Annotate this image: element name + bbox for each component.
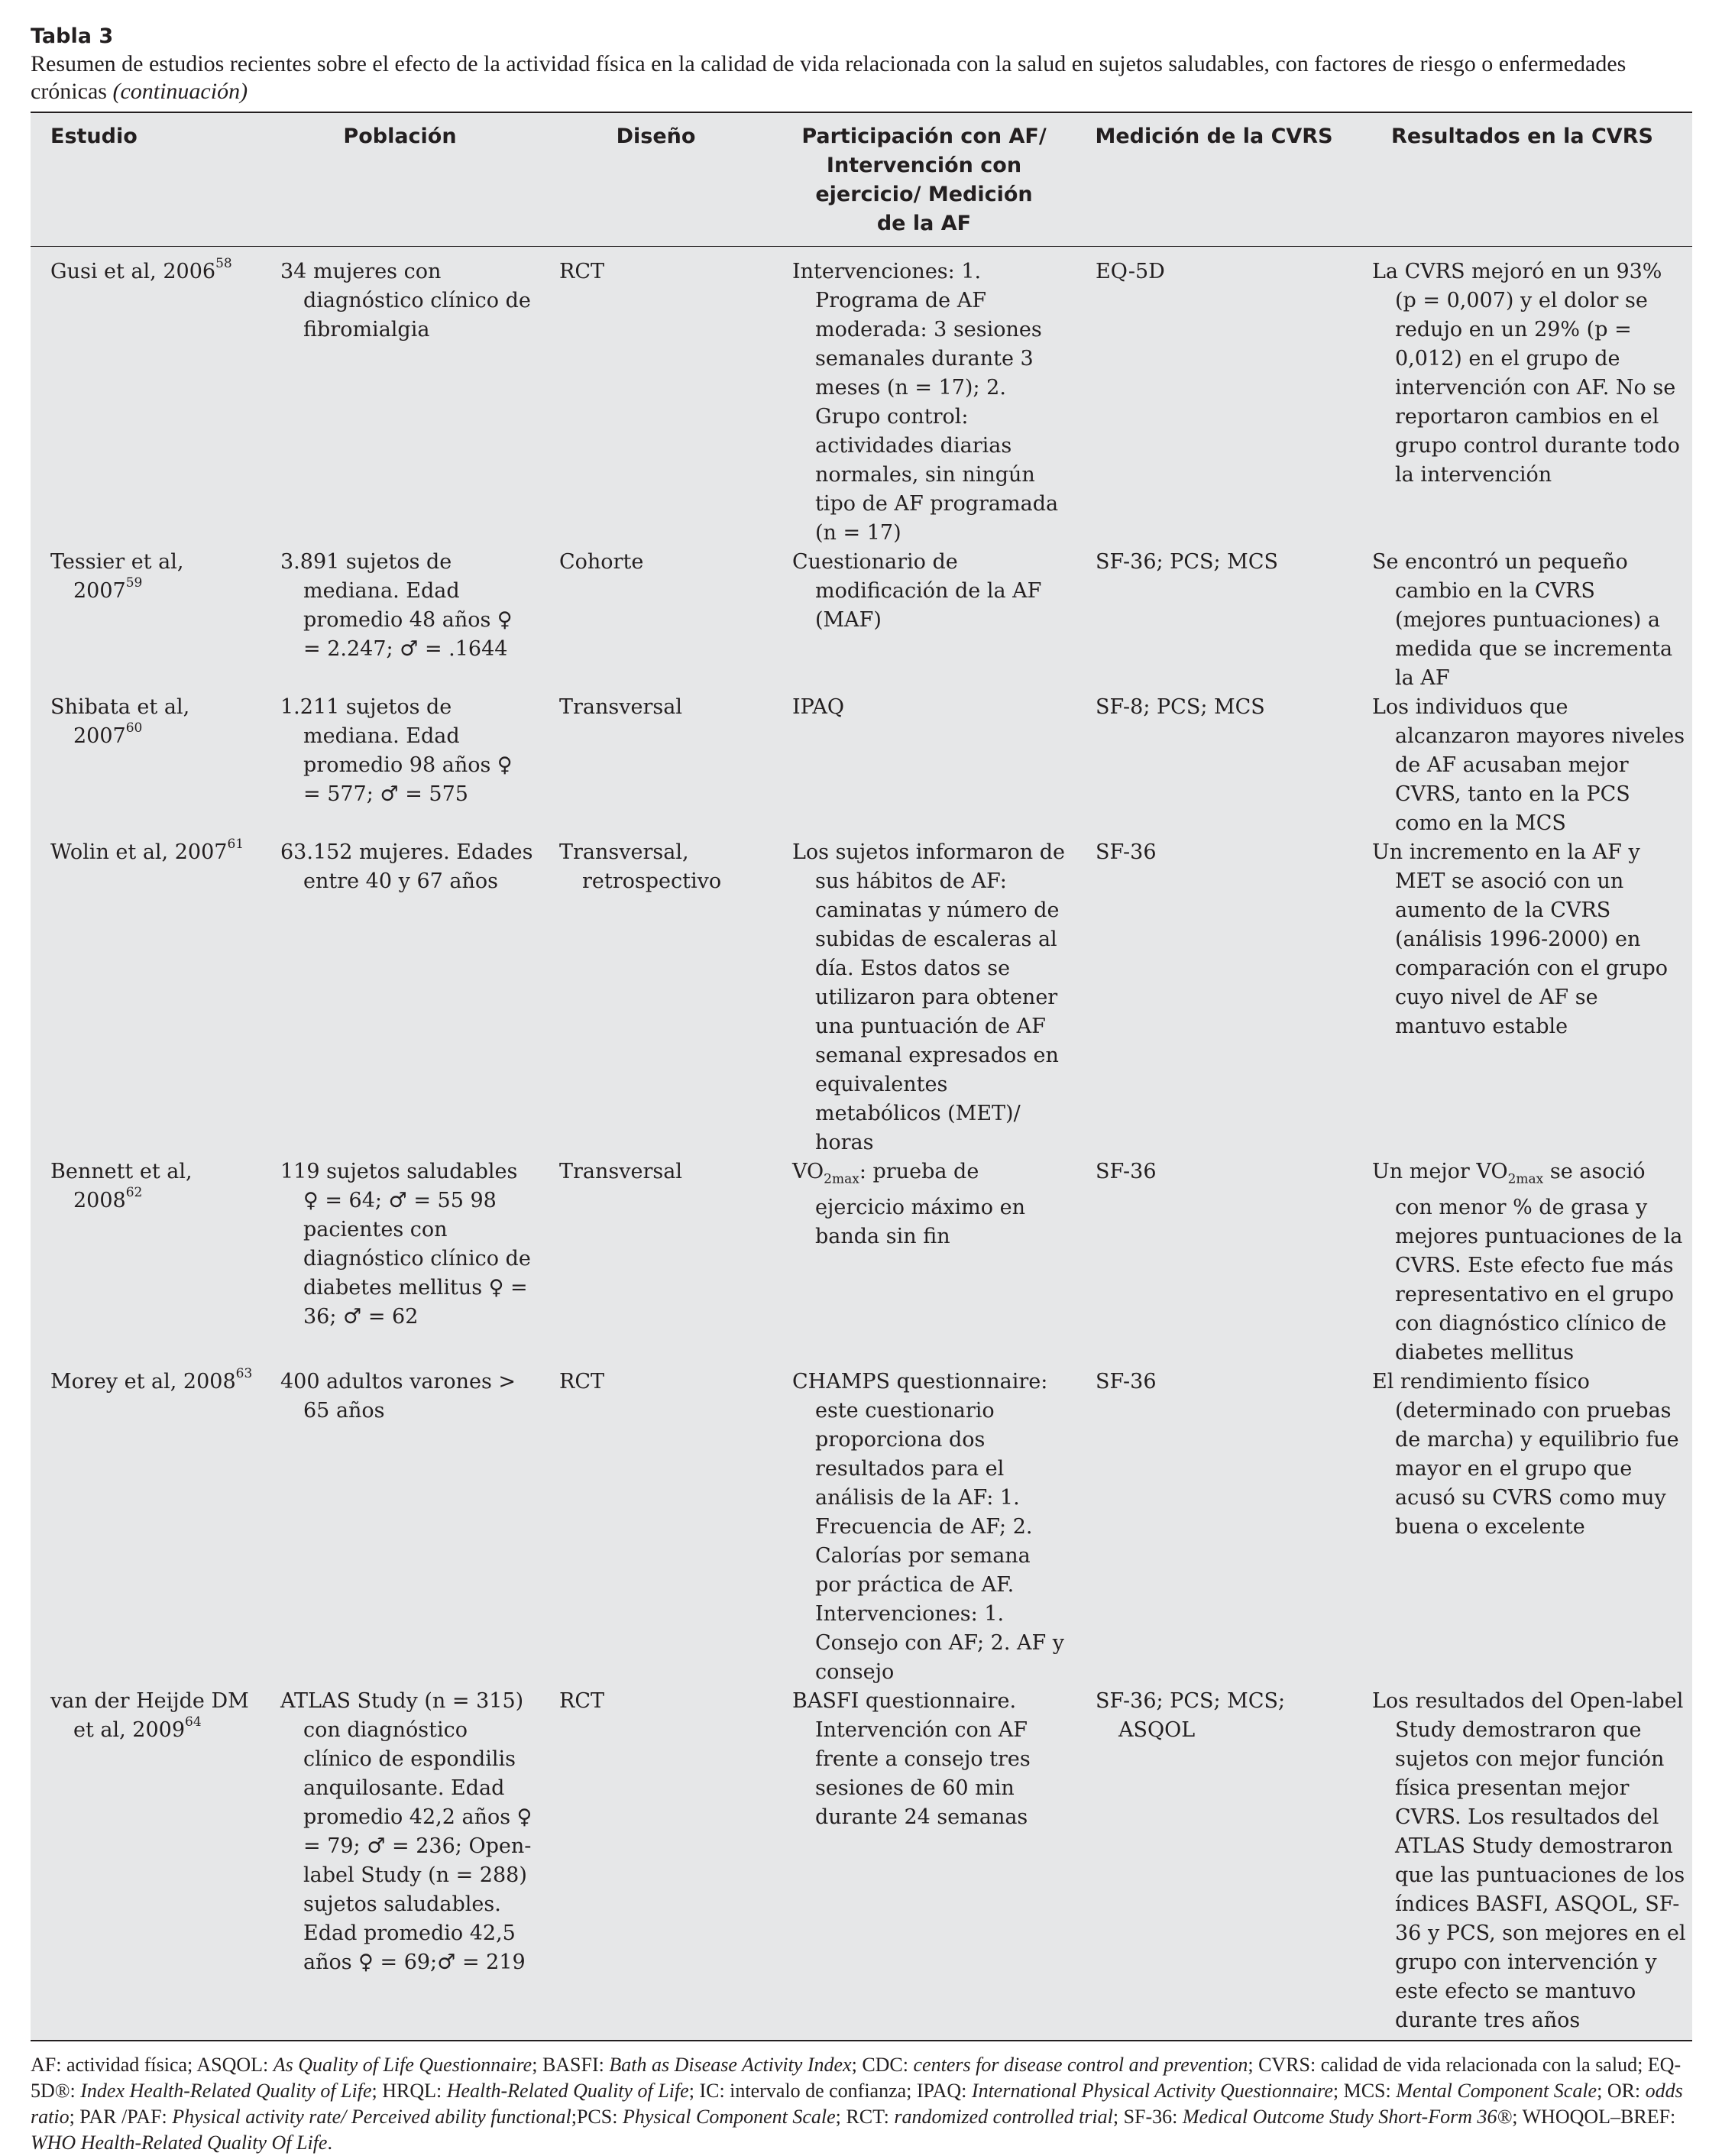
table-row: [31, 247, 1692, 549]
table-caption: [31, 50, 1692, 105]
design-cell: Transversal, retrospectivo: [559, 840, 722, 893]
table-row: [31, 1368, 1692, 1687]
results-cell: La CVRS mejoró en un 93% (p = 0,007) y el dolor se redujo en un 29% (p = 0,012) en el grupo de intervención con AF. No se reportaron cambios en el grupo control durante todo la intervención: [1372, 260, 1680, 487]
footnote-term: odds ratio: [31, 2080, 1683, 2128]
header-participation-text: Participación con AF/ Intervención con ejercicio/ Medición de la AF: [801, 125, 1047, 235]
table-header-row: [31, 112, 1692, 247]
table-row: [31, 1157, 1692, 1368]
results-cell: Los resultados del Open-label Study demostraron que sujetos con mejor función física presentan mejor CVRS. Los resultados del ATLAS Study demostraron que las puntuaciones de los índices BASFI, ASQOL, SF-36 y PCS, son mejores en el grupo con intervención y este efecto se mantuvo durante tres años: [1372, 1689, 1686, 2033]
footnote-term: Mental Component Scale: [1396, 2080, 1597, 2103]
header-design: Diseño: [539, 112, 772, 247]
participation-cell: Cuestionario de modificación de la AF (MAF): [792, 550, 1042, 632]
footnote-text: AF: actividad física; ASQOL:: [31, 2054, 274, 2077]
footnote-term: International Physical Activity Questionnaire: [971, 2080, 1333, 2103]
design-cell: Cohorte: [559, 550, 644, 574]
header-results: Resultados en la CVRS: [1352, 112, 1692, 247]
design-cell: Transversal: [559, 1160, 682, 1183]
participation-cell: [792, 1157, 1070, 1251]
table-row: [31, 693, 1692, 838]
footnote-term: centers for disease control and prevention: [913, 2054, 1248, 2077]
study-name: van der Heijde DM et al, 2009: [50, 1689, 249, 1743]
footnote-term: Physical Component Scale: [622, 2106, 836, 2128]
study-cell: [50, 693, 254, 751]
study-name: Gusi et al, 2006: [50, 260, 216, 283]
table-footnote: [31, 2052, 1692, 2156]
population-cell: ATLAS Study (n = 315) con diagnóstico clínico de espondilis anquilosante. Edad promedio 42,2 años ♀ = 79; ♂ = 236; Open-label Study (n = 288) sujetos saludables. Edad promedio 42,5 años ♀ = 69;♂ = 219: [280, 1689, 532, 1975]
header-participation: [772, 112, 1076, 247]
measure-cell: EQ-5D: [1096, 260, 1165, 283]
results-cell: Se encontró un pequeño cambio en la CVRS (mejores puntuaciones) a medida que se incrementa la AF: [1372, 550, 1673, 690]
population-cell: 34 mujeres con diagnóstico clínico de fibromialgia: [280, 260, 531, 342]
study-cell: [50, 1687, 254, 1745]
study-cell: [50, 1157, 254, 1216]
reference-number: 62: [125, 1185, 143, 1200]
header-measure: Medición de la CVRS: [1076, 112, 1352, 247]
results-cell: Los individuos que alcanzaron mayores niveles de AF acusaban mejor CVRS, tanto en la PCS como en la MCS: [1372, 695, 1685, 835]
vo2-subscript: 2max: [1507, 1171, 1544, 1187]
study-name: Tessier et al, 2007: [50, 550, 184, 603]
caption-text: Resumen de estudios recientes sobre el efecto de la actividad física en la calidad de vida relacionada con la salud en sujetos saludables, con factores de riesgo o enfermedades crónicas: [31, 51, 1627, 104]
caption-note: (continuación): [112, 79, 248, 104]
population-cell: 119 sujetos saludables ♀ = 64; ♂ = 55 98 pacientes con diagnóstico clínico de diabetes mellitus ♀ = 36; ♂ = 62: [280, 1160, 531, 1329]
footnote-text: .: [327, 2132, 332, 2154]
table-row: [31, 548, 1692, 693]
footnote-term: Physical activity rate/ Perceived ability functional: [172, 2106, 571, 2128]
design-cell: RCT: [559, 260, 604, 283]
table-row: [31, 1687, 1692, 2041]
study-cell: [50, 838, 254, 867]
study-name: Morey et al, 2008: [50, 1370, 236, 1394]
participation-cell: IPAQ: [792, 695, 844, 719]
reference-number: 59: [125, 575, 143, 591]
reference-number: 61: [227, 837, 244, 852]
footnote-text: ; BASFI:: [532, 2054, 610, 2077]
footnote-term: randomized controlled trial: [894, 2106, 1113, 2128]
reference-number: 60: [125, 720, 143, 736]
measure-cell: SF-36: [1096, 840, 1157, 864]
study-cell: [50, 257, 254, 286]
design-cell: Transversal: [559, 695, 682, 719]
table-row: [31, 838, 1692, 1157]
header-study: Estudio: [31, 112, 261, 247]
design-cell: RCT: [559, 1689, 604, 1714]
measure-cell: SF-36; PCS; MCS; ASQOL: [1096, 1689, 1286, 1743]
study-name: Wolin et al, 2007: [50, 840, 228, 864]
measure-cell: SF-36: [1096, 1160, 1157, 1183]
footnote-text: ; IC: intervalo de confianza; IPAQ:: [688, 2080, 972, 2103]
participation-cell: Intervenciones: 1. Programa de AF moderada: 3 sesiones semanales durante 3 meses (n = 17); 2. Grupo control: actividades diarias normales, sin ningún tipo de AF programada (n = 17): [792, 260, 1059, 545]
footnote-text: ;PCS:: [571, 2106, 623, 2128]
footnote-text: ; PAR /PAF:: [69, 2106, 173, 2128]
reference-number: 64: [185, 1714, 202, 1730]
participation-cell: Los sujetos informaron de sus hábitos de AF: caminatas y número de subidas de escaleras al día. Estos datos se utilizaron para obtener una puntuación de AF semanal expresados en equivalentes metabólicos (MET)/ horas: [792, 840, 1066, 1154]
results-text-pre: Un mejor VO: [1372, 1160, 1508, 1183]
footnote-term: Medical Outcome Study Short-Form 36®: [1182, 2106, 1513, 2128]
footnote-text: ; MCS:: [1332, 2080, 1397, 2103]
participation-cell: BASFI questionnaire. Intervención con AF frente a consejo tres sesiones de 60 min durante 24 semanas: [792, 1689, 1031, 1830]
results-cell: Un incremento en la AF y MET se asoció con un aumento de la CVRS (análisis 1996-2000) en comparación con el grupo cuyo nivel de AF se mantuvo estable: [1372, 840, 1669, 1038]
footnote-term: WHO Health-Related Quality Of Life: [31, 2132, 328, 2154]
measure-cell: SF-36: [1096, 1370, 1157, 1394]
footnote-text: ; CDC:: [851, 2054, 914, 2077]
measure-cell: SF-8; PCS; MCS: [1096, 695, 1265, 719]
results-text-post: se asoció con menor % de grasa y mejores puntuaciones de la CVRS. Este efecto fue más representativo en el grupo con diagnóstico clínico de diabetes mellitus: [1395, 1160, 1683, 1365]
population-cell: 400 adultos varones > 65 años: [280, 1370, 516, 1423]
participation-text: : prueba de ejercicio máximo en banda sin fin: [815, 1160, 1025, 1249]
population-cell: 3.891 sujetos de mediana. Edad promedio 48 años ♀ = 2.247; ♂ = .1644: [280, 550, 513, 661]
table-label: Tabla 3: [31, 24, 114, 48]
header-population: Población: [261, 112, 539, 247]
population-cell: 63.152 mujeres. Edades entre 40 y 67 años: [280, 840, 533, 893]
measure-cell: SF-36; PCS; MCS: [1096, 550, 1278, 574]
footnote-term: Bath as Disease Activity Index: [609, 2054, 852, 2077]
study-cell: [50, 1368, 254, 1397]
population-cell: 1.211 sujetos de mediana. Edad promedio 98 años ♀ = 577; ♂ = 575: [280, 695, 513, 806]
footnote-text: ; OR:: [1597, 2080, 1646, 2103]
vo2-subscript: 2max: [824, 1171, 859, 1187]
footnote-term: As Quality of Life Questionnaire: [273, 2054, 532, 2077]
footnote-term: Index Health-Related Quality of Life: [80, 2080, 372, 2103]
results-cell: [1372, 1157, 1686, 1368]
study-cell: [50, 548, 254, 606]
footnote-text: ; RCT:: [835, 2106, 895, 2128]
footnote-text: ; CVRS: calidad de vida relacionada con la salud; EQ-5D®:: [31, 2054, 1682, 2103]
design-cell: RCT: [559, 1370, 604, 1394]
document-page: [31, 23, 1692, 2156]
footnote-text: ; WHOQOL–BREF:: [1512, 2106, 1676, 2128]
participation-cell: CHAMPS questionnaire: este cuestionario proporciona dos resultados para el análisis de la AF: 1. Frecuencia de AF; 2. Calorías por semana por práctica de AF. Intervenciones: 1. Consejo con AF; 2. AF y consejo: [792, 1370, 1065, 1685]
results-cell: El rendimiento físico (determinado con pruebas de marcha) y equilibrio fue mayor en el grupo que acusó su CVRS como muy buena o excelente: [1372, 1370, 1679, 1539]
studies-table: [31, 112, 1692, 2041]
reference-number: 58: [215, 256, 232, 271]
footnote-text: ; HRQL:: [371, 2080, 447, 2103]
study-name: Shibata et al, 2007: [50, 695, 190, 748]
vo2-text: VO: [792, 1160, 824, 1183]
footnote-term: Health-Related Quality of Life: [446, 2080, 689, 2103]
footnote-text: ; SF-36:: [1112, 2106, 1183, 2128]
study-name: Bennett et al, 2008: [50, 1160, 193, 1212]
reference-number: 63: [235, 1366, 253, 1382]
